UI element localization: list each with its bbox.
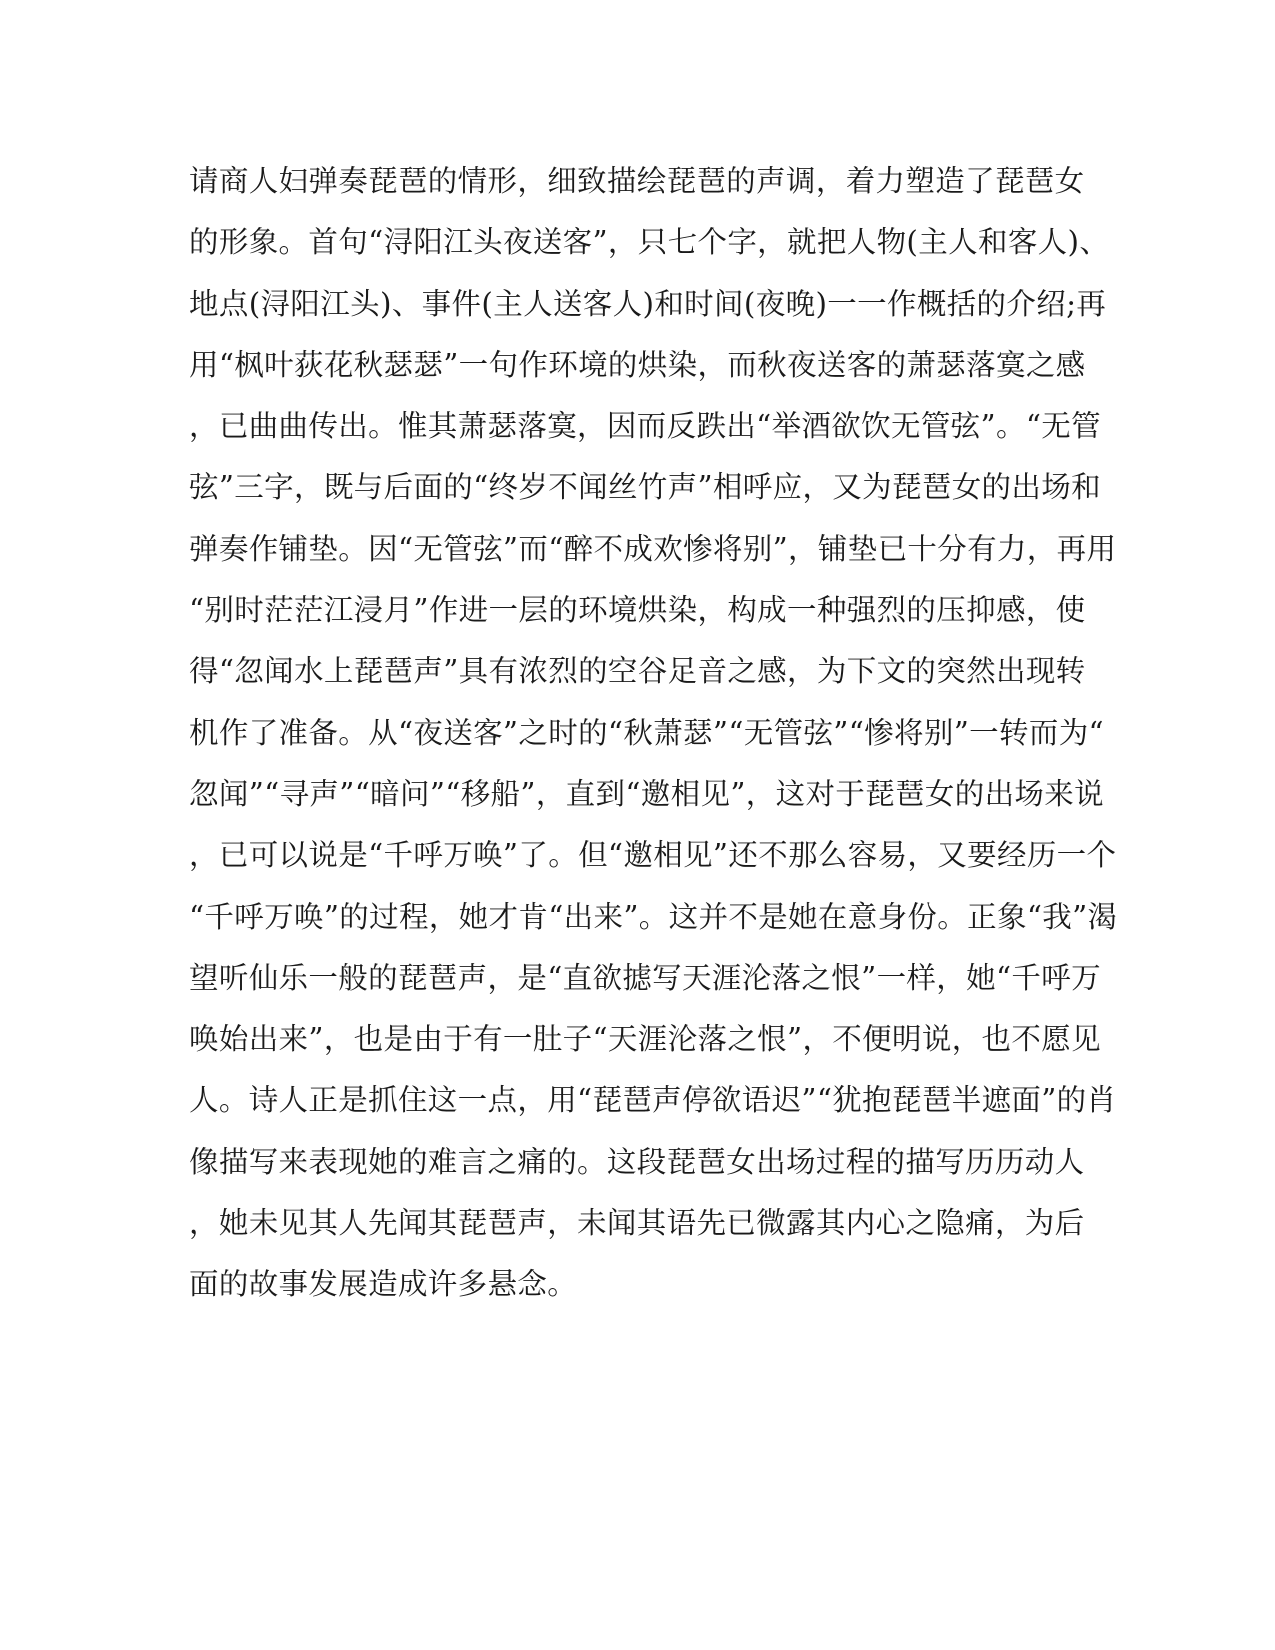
text-line: 得“忽闻水上琵琶声”具有浓烈的空谷足音之感，为下文的突然出现转: [189, 654, 1086, 689]
text-line: “别时茫茫江浸月”作进一层的环境烘染，构成一种强烈的压抑感，使: [189, 593, 1086, 628]
text-line: 弹奏作铺垫。因“无管弦”而“醉不成欢惨将别”，铺垫已十分有力，再用: [189, 531, 1117, 566]
text-line: 唤始出来”，也是由于有一肚子“天涯沦落之恨”，不便明说，也不愿见: [189, 1022, 1101, 1057]
text-line: 机作了准备。从“夜送客”之时的“秋萧瑟”“无管弦”“惨将别”一转而为“: [189, 715, 1104, 750]
text-line: 忽闻”“寻声”“暗问”“移船”，直到“邀相见”，这对于琵琶女的出场来说: [189, 776, 1104, 811]
text-line: 弦”三字，既与后面的“终岁不闻丝竹声”相呼应，又为琵琶女的出场和: [189, 470, 1101, 505]
text-line: 的形象。首句“浔阳江头夜送客”，只七个字，就把人物(主人和客人)、: [189, 225, 1110, 260]
text-line: 像描写来表现她的难言之痛的。这段琵琶女出场过程的描写历历动人: [189, 1144, 1085, 1179]
text-line: 人。诗人正是抓住这一点，用“琵琶声停欲语迟”“犹抱琵琶半遮面”的肖: [189, 1083, 1117, 1118]
text-line: 请商人妇弹奏琵琶的情形，细致描绘琵琶的声调，着力塑造了琵琶女: [189, 164, 1085, 198]
text-line: 地点(浔阳江头)、事件(主人送客人)和时间(夜晚)一一作概括的介绍;再: [189, 286, 1107, 321]
text-line: ，她未见其人先闻其琵琶声，未闻其语先已微露其内心之隐痛，为后: [189, 1206, 1085, 1241]
text-line: ，已可以说是“千呼万唤”了。但“邀相见”还不那么容易，又要经历一个: [189, 838, 1117, 873]
text-line: 面的故事发展造成许多悬念。: [189, 1267, 578, 1302]
text-line: 望听仙乐一般的琵琶声，是“直欲摅写天涯沦落之恨”一样，她“千呼万: [189, 960, 1101, 995]
text-line: 用“枫叶荻花秋瑟瑟”一句作环境的烘染，而秋夜送客的萧瑟落寞之感: [189, 347, 1086, 382]
text-line: “千呼万唤”的过程，她才肯“出来”。这并不是她在意身份。正象“我”渴: [189, 899, 1118, 934]
body-text: [189, 164, 1118, 1331]
text-line: ，已曲曲传出。惟其萧瑟落寞，因而反跌出“举酒欲饮无管弦”。“无管: [189, 409, 1101, 444]
